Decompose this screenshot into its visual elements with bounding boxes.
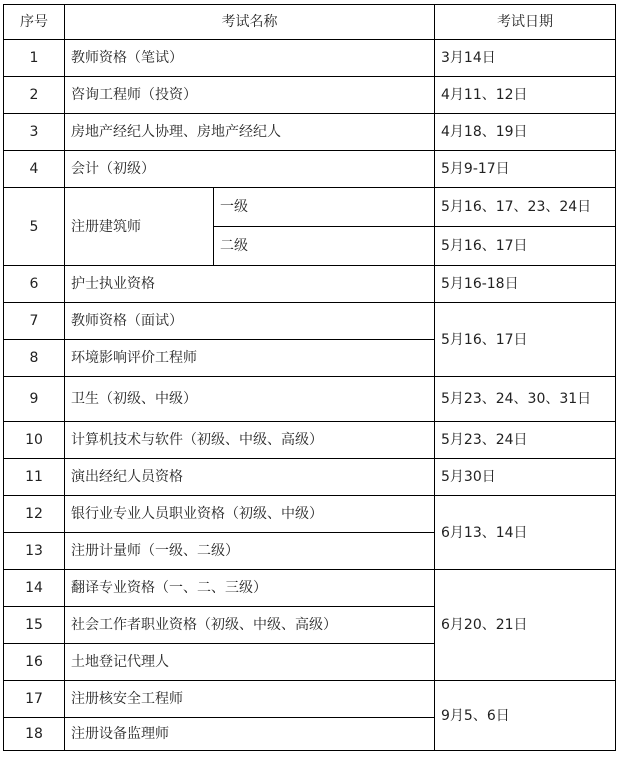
exam-name: 银行业专业人员职业资格（初级、中级） bbox=[65, 496, 435, 533]
exam-date: 5月23、24日 bbox=[435, 422, 616, 459]
row-no: 1 bbox=[4, 40, 65, 77]
exam-date: 5月30日 bbox=[435, 459, 616, 496]
row-no: 4 bbox=[4, 151, 65, 188]
row-no: 7 bbox=[4, 303, 65, 340]
exam-date: 5月23、24、30、31日 bbox=[435, 377, 616, 422]
exam-date: 9月5、6日 bbox=[435, 681, 616, 751]
exam-name: 注册核安全工程师 bbox=[65, 681, 435, 718]
exam-date: 4月11、12日 bbox=[435, 77, 616, 114]
exam-date: 5月16、17、23、24日 bbox=[435, 188, 616, 227]
row-no: 16 bbox=[4, 644, 65, 681]
exam-date: 5月16、17日 bbox=[435, 303, 616, 377]
exam-date: 5月9-17日 bbox=[435, 151, 616, 188]
exam-name: 注册设备监理师 bbox=[65, 718, 435, 751]
exam-date: 5月16-18日 bbox=[435, 266, 616, 303]
header-no: 序号 bbox=[4, 5, 65, 40]
exam-name: 卫生（初级、中级） bbox=[65, 377, 435, 422]
row-no: 9 bbox=[4, 377, 65, 422]
table-row bbox=[4, 377, 616, 422]
row-no: 8 bbox=[4, 340, 65, 377]
table-row bbox=[4, 570, 616, 607]
row-no: 2 bbox=[4, 77, 65, 114]
exam-name: 注册建筑师 bbox=[65, 188, 214, 266]
exam-name: 翻译专业资格（一、二、三级） bbox=[65, 570, 435, 607]
row-no: 13 bbox=[4, 533, 65, 570]
exam-name: 教师资格（面试） bbox=[65, 303, 435, 340]
exam-date: 6月20、21日 bbox=[435, 570, 616, 681]
exam-name: 演出经纪人员资格 bbox=[65, 459, 435, 496]
table-row bbox=[4, 151, 616, 188]
row-no: 11 bbox=[4, 459, 65, 496]
table-row bbox=[4, 266, 616, 303]
exam-date: 4月18、19日 bbox=[435, 114, 616, 151]
table-row bbox=[4, 681, 616, 718]
table-row bbox=[4, 303, 616, 340]
table-row bbox=[4, 40, 616, 77]
table-row bbox=[4, 188, 616, 227]
exam-name: 房地产经纪人协理、房地产经纪人 bbox=[65, 114, 435, 151]
exam-name: 土地登记代理人 bbox=[65, 644, 435, 681]
exam-date: 3月14日 bbox=[435, 40, 616, 77]
exam-name: 会计（初级） bbox=[65, 151, 435, 188]
table-row bbox=[4, 77, 616, 114]
row-no: 5 bbox=[4, 188, 65, 266]
table-row bbox=[4, 496, 616, 533]
exam-subname: 二级 bbox=[214, 227, 435, 266]
header-name: 考试名称 bbox=[65, 5, 435, 40]
exam-subname: 一级 bbox=[214, 188, 435, 227]
table-row bbox=[4, 422, 616, 459]
exam-name: 注册计量师（一级、二级） bbox=[65, 533, 435, 570]
exam-name: 社会工作者职业资格（初级、中级、高级） bbox=[65, 607, 435, 644]
row-no: 14 bbox=[4, 570, 65, 607]
exam-name: 环境影响评价工程师 bbox=[65, 340, 435, 377]
header-row bbox=[4, 5, 616, 40]
table-row bbox=[4, 114, 616, 151]
exam-name: 咨询工程师（投资） bbox=[65, 77, 435, 114]
row-no: 18 bbox=[4, 718, 65, 751]
exam-name: 计算机技术与软件（初级、中级、高级） bbox=[65, 422, 435, 459]
exam-schedule-table bbox=[3, 4, 616, 751]
row-no: 15 bbox=[4, 607, 65, 644]
row-no: 6 bbox=[4, 266, 65, 303]
exam-date: 5月16、17日 bbox=[435, 227, 616, 266]
header-date: 考试日期 bbox=[435, 5, 616, 40]
row-no: 10 bbox=[4, 422, 65, 459]
row-no: 3 bbox=[4, 114, 65, 151]
exam-name: 教师资格（笔试） bbox=[65, 40, 435, 77]
row-no: 17 bbox=[4, 681, 65, 718]
table-row bbox=[4, 459, 616, 496]
row-no: 12 bbox=[4, 496, 65, 533]
exam-name: 护士执业资格 bbox=[65, 266, 435, 303]
exam-date: 6月13、14日 bbox=[435, 496, 616, 570]
